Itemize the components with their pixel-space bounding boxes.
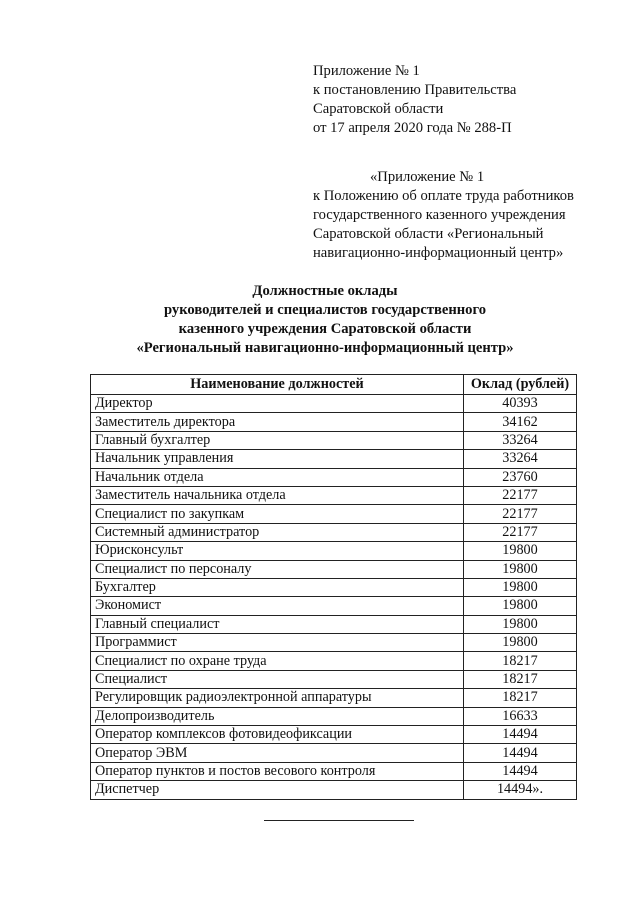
appendix-line: к Положению об оплате труда работников [313, 188, 574, 204]
header-line: к постановлению Правительства [313, 82, 517, 98]
appendix-line: государственного казенного учреждения [313, 207, 566, 223]
table-row [91, 689, 577, 707]
position-cell: Оператор пунктов и постов весового контроля [91, 762, 464, 780]
position-cell: Программист [91, 634, 464, 652]
table-row [91, 744, 577, 762]
position-cell: Директор [91, 395, 464, 413]
appendix-header [313, 62, 613, 138]
regulation-appendix-header [313, 168, 613, 263]
salary-cell: 33264 [464, 450, 577, 468]
title-line: «Региональный навигационно-информационный центр» [136, 340, 514, 356]
salary-cell: 16633 [464, 707, 577, 725]
position-cell: Специалист по охране труда [91, 652, 464, 670]
salary-cell: 14494». [464, 781, 577, 799]
header-line: Саратовской области [313, 101, 444, 117]
position-cell: Главный специалист [91, 615, 464, 633]
salary-cell: 34162 [464, 413, 577, 431]
salary-cell: 14494 [464, 762, 577, 780]
salary-cell: 19800 [464, 560, 577, 578]
table-header-row [91, 375, 577, 395]
salary-cell: 14494 [464, 744, 577, 762]
position-cell: Специалист по закупкам [91, 505, 464, 523]
table-row [91, 615, 577, 633]
position-cell: Начальник управления [91, 450, 464, 468]
salary-cell: 19800 [464, 615, 577, 633]
position-cell: Оператор ЭВМ [91, 744, 464, 762]
table-row [91, 505, 577, 523]
table-row [91, 762, 577, 780]
position-cell: Специалист [91, 670, 464, 688]
salary-cell: 18217 [464, 689, 577, 707]
table-row [91, 486, 577, 504]
table-row [91, 578, 577, 596]
table-row [91, 781, 577, 799]
table-row [91, 634, 577, 652]
title-line: руководителей и специалистов государственного [163, 302, 487, 318]
table-row [91, 468, 577, 486]
position-cell: Делопроизводитель [91, 707, 464, 725]
salary-cell: 19800 [464, 542, 577, 560]
table-row [91, 431, 577, 449]
position-cell: Заместитель директора [91, 413, 464, 431]
title-line: Должностные оклады [252, 283, 398, 299]
salary-cell: 18217 [464, 652, 577, 670]
table-row [91, 560, 577, 578]
position-cell: Экономист [91, 597, 464, 615]
salary-cell: 40393 [464, 395, 577, 413]
appendix-line: навигационно-информационный центр» [313, 245, 564, 261]
position-cell: Специалист по персоналу [91, 560, 464, 578]
header-line: от 17 апреля 2020 года № 288-П [313, 120, 512, 136]
header-line: Приложение № 1 [313, 63, 420, 79]
title-line: казенного учреждения Саратовской области [178, 321, 472, 337]
salary-cell: 22177 [464, 486, 577, 504]
salary-column-header: Оклад (рублей) [464, 375, 577, 395]
appendix-line: «Приложение № 1 [370, 169, 485, 185]
closing-divider [264, 820, 414, 821]
document-title [100, 282, 550, 358]
position-cell: Заместитель начальника отдела [91, 486, 464, 504]
table-row [91, 450, 577, 468]
salary-cell: 23760 [464, 468, 577, 486]
position-cell: Оператор комплексов фотовидеофиксации [91, 726, 464, 744]
salary-cell: 14494 [464, 726, 577, 744]
salary-cell: 18217 [464, 670, 577, 688]
table-row [91, 413, 577, 431]
position-column-header: Наименование должностей [91, 375, 464, 395]
appendix-line: Саратовской области «Региональный [313, 226, 544, 242]
table-row [91, 707, 577, 725]
table-row [91, 726, 577, 744]
salary-cell: 33264 [464, 431, 577, 449]
position-cell: Системный администратор [91, 523, 464, 541]
table-row [91, 652, 577, 670]
salary-cell: 22177 [464, 523, 577, 541]
position-cell: Бухгалтер [91, 578, 464, 596]
position-cell: Юрисконсульт [91, 542, 464, 560]
position-cell: Диспетчер [91, 781, 464, 799]
table-row [91, 670, 577, 688]
table-row [91, 597, 577, 615]
salary-cell: 19800 [464, 634, 577, 652]
position-cell: Главный бухгалтер [91, 431, 464, 449]
salary-table-body [91, 395, 577, 800]
salary-table [90, 374, 577, 800]
table-row [91, 395, 577, 413]
salary-cell: 19800 [464, 597, 577, 615]
table-row [91, 542, 577, 560]
salary-cell: 19800 [464, 578, 577, 596]
table-row [91, 523, 577, 541]
position-cell: Регулировщик радиоэлектронной аппаратуры [91, 689, 464, 707]
salary-cell: 22177 [464, 505, 577, 523]
position-cell: Начальник отдела [91, 468, 464, 486]
